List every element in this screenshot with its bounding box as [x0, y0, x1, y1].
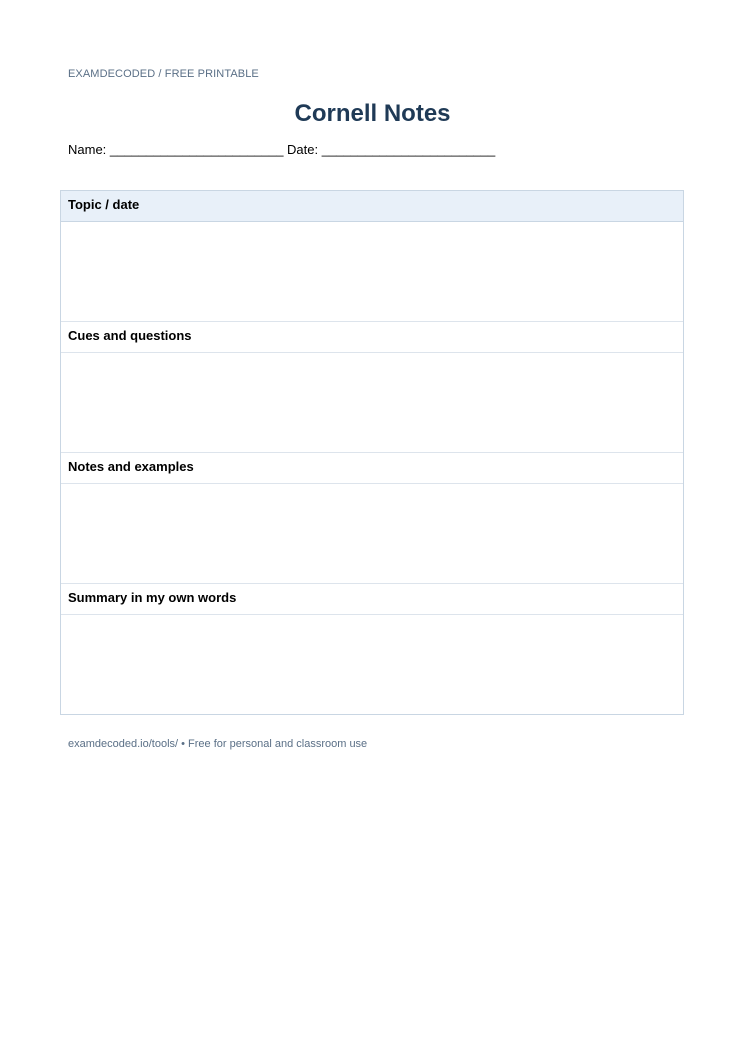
brand-label: EXAMDECODED / FREE PRINTABLE: [68, 68, 259, 80]
section-header-summary: Summary in my own words: [61, 584, 683, 615]
section-header-topic-date: Topic / date: [61, 191, 683, 222]
section-area-cues-questions: [61, 353, 683, 453]
section-header-cues-questions: Cues and questions: [61, 322, 683, 353]
name-date-line: Name: ________________________ Date: ________________________: [68, 142, 496, 157]
section-area-summary: [61, 615, 683, 714]
section-area-topic-date: [61, 222, 683, 322]
section-header-notes-examples: Notes and examples: [61, 453, 683, 484]
cornell-notes-sheet: [60, 190, 684, 715]
page-title: Cornell Notes: [294, 100, 451, 127]
section-area-notes-examples: [61, 484, 683, 584]
footer-text: examdecoded.io/tools/ • Free for personal and classroom use: [68, 738, 368, 750]
